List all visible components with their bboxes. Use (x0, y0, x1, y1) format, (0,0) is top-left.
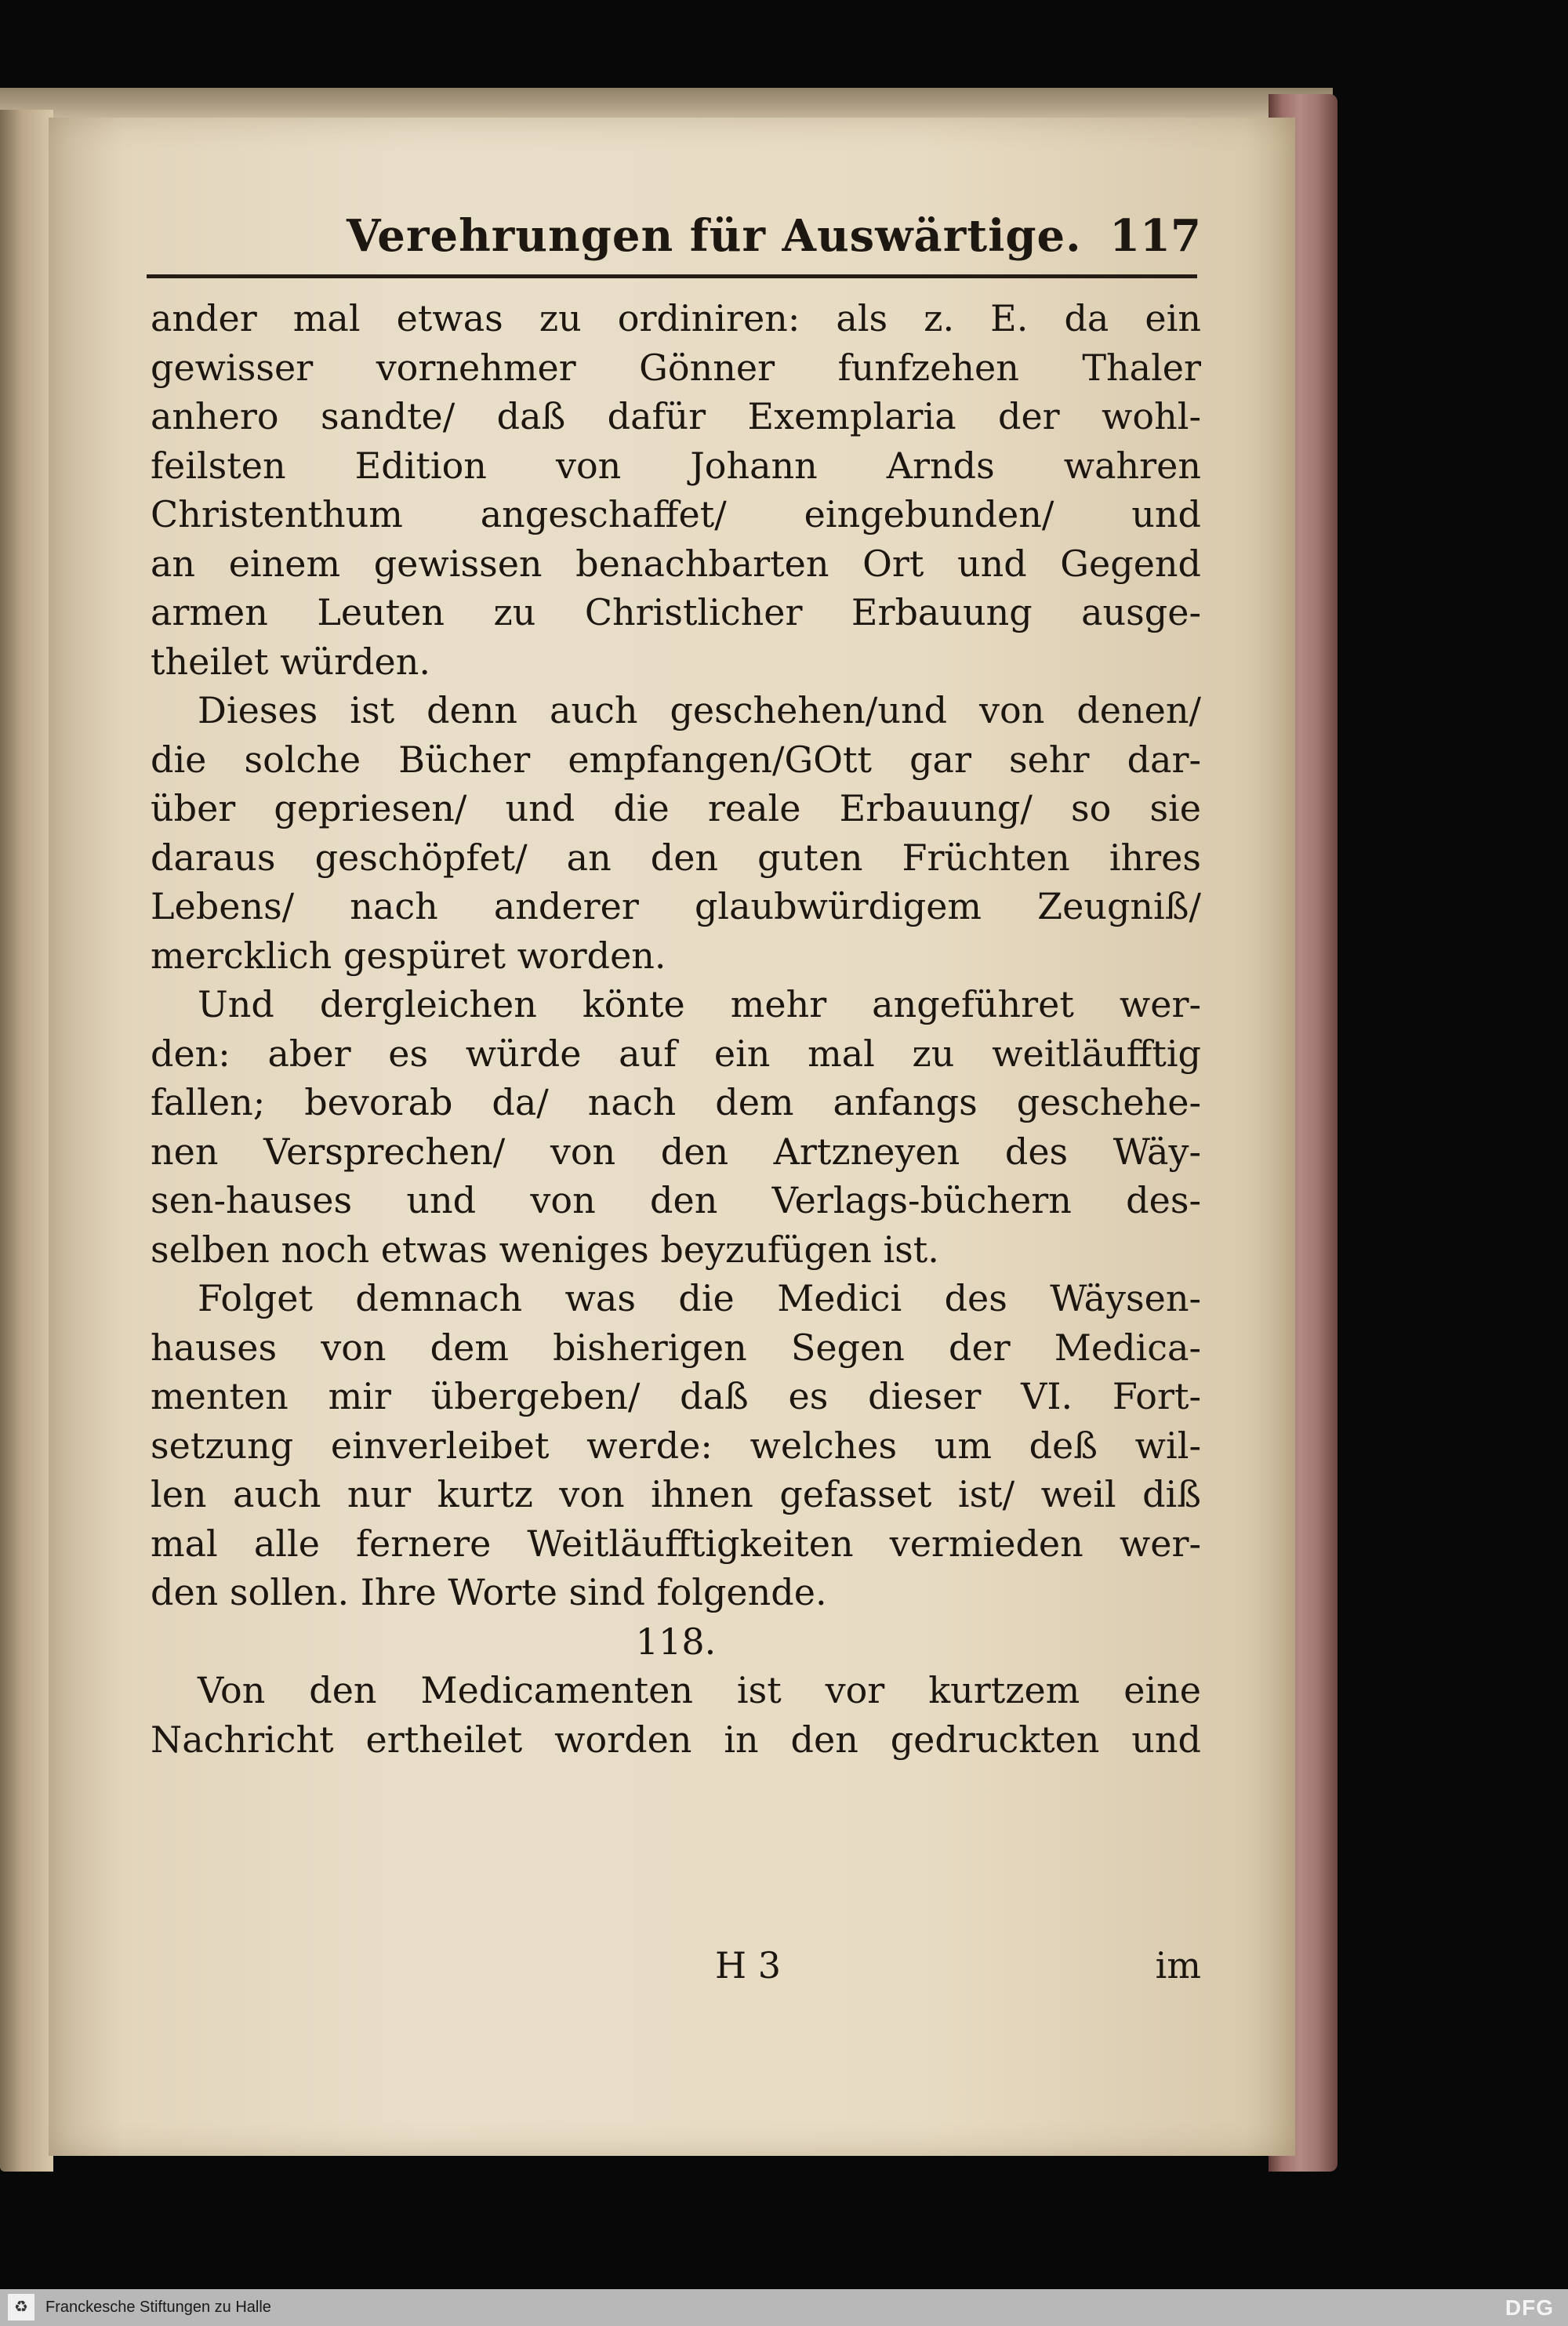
catchword: im (1155, 1944, 1201, 1987)
text-line: fallen; bevorab da/ nach dem anfangs geschehe- (151, 1081, 1201, 1123)
text-line: Folget demnach was die Medici des Wäysen- (198, 1277, 1201, 1319)
text-line: menten mir übergeben/ daß es dieser VI. Fort- (151, 1375, 1201, 1417)
text-line: feilsten Edition von Johann Arnds wahren (151, 444, 1201, 487)
book-page (49, 118, 1295, 2156)
text-line: theilet würden. (151, 640, 430, 683)
page-number: 117 (1109, 210, 1201, 262)
text-line: an einem gewissen benachbarten Ort und Gegend (151, 542, 1201, 585)
text-line: den: aber es würde auf ein mal zu weitläufftig (151, 1032, 1201, 1075)
dfg-logo: DFG (1504, 2295, 1554, 2320)
text-line: daraus geschöpfet/ an den guten Früchten ihres (151, 836, 1201, 879)
page-footer-marks (151, 1944, 1201, 1999)
section-number: 118. (635, 1620, 717, 1663)
text-line: Lebens/ nach anderer glaubwürdigem Zeugniß/ (151, 885, 1201, 927)
text-line: nen Versprechen/ von den Artzneyen des Wäy- (151, 1130, 1201, 1173)
text-line: Von den Medicamenten ist vor kurtzem eine (198, 1669, 1201, 1711)
text-line: Nachricht ertheilet worden in den gedruckten und (151, 1718, 1201, 1761)
text-line: setzung einverleibet werde: welches um deß wil- (151, 1424, 1201, 1467)
running-head (299, 196, 1201, 267)
body-text (151, 294, 1201, 1764)
header-rule (147, 274, 1197, 278)
text-line: sen-hauses und von den Verlags-büchern des- (151, 1179, 1201, 1221)
text-line: len auch nur kurtz von ihnen gefasset ist/ weil diß (151, 1473, 1201, 1515)
text-line: über gepriesen/ und die reale Erbauung/ so sie (151, 787, 1201, 829)
facing-page-edge (0, 110, 53, 2172)
text-line: armen Leuten zu Christlicher Erbauung ausge- (151, 591, 1201, 633)
signature-mark: H 3 (715, 1944, 782, 1987)
book-cover-top (0, 88, 1333, 119)
text-line: Und dergleichen könte mehr angeführet wer- (198, 983, 1201, 1025)
text-line: Dieses ist denn auch geschehen/und von denen/ (198, 689, 1201, 731)
text-line: die solche Bücher empfangen/GOtt gar sehr dar- (151, 738, 1201, 781)
text-line: hauses von dem bisherigen Segen der Medica- (151, 1326, 1201, 1369)
text-line: mal alle fernere Weitläufftigkeiten vermieden wer- (151, 1522, 1201, 1565)
institution-logo-icon: ♻ (8, 2294, 34, 2321)
text-line: selben noch etwas weniges beyzufügen ist. (151, 1228, 939, 1271)
text-line: Christenthum angeschaffet/ eingebunden/ und (151, 493, 1201, 535)
text-line: mercklich gespüret worden. (151, 934, 666, 977)
text-line: gewisser vornehmer Gönner funfzehen Thaler (151, 346, 1201, 389)
running-head-title: Verehrungen für Auswärtige. (347, 210, 1082, 262)
institution-name: Franckesche Stiftungen zu Halle (45, 2299, 271, 2316)
text-line: ander mal etwas zu ordiniren: als z. E. da ein (151, 297, 1201, 339)
text-line: anhero sandte/ daß dafür Exemplaria der wohl- (151, 395, 1201, 437)
text-line: den sollen. Ihre Worte sind folgende. (151, 1571, 827, 1613)
viewer-footer-bar (0, 2289, 1568, 2326)
